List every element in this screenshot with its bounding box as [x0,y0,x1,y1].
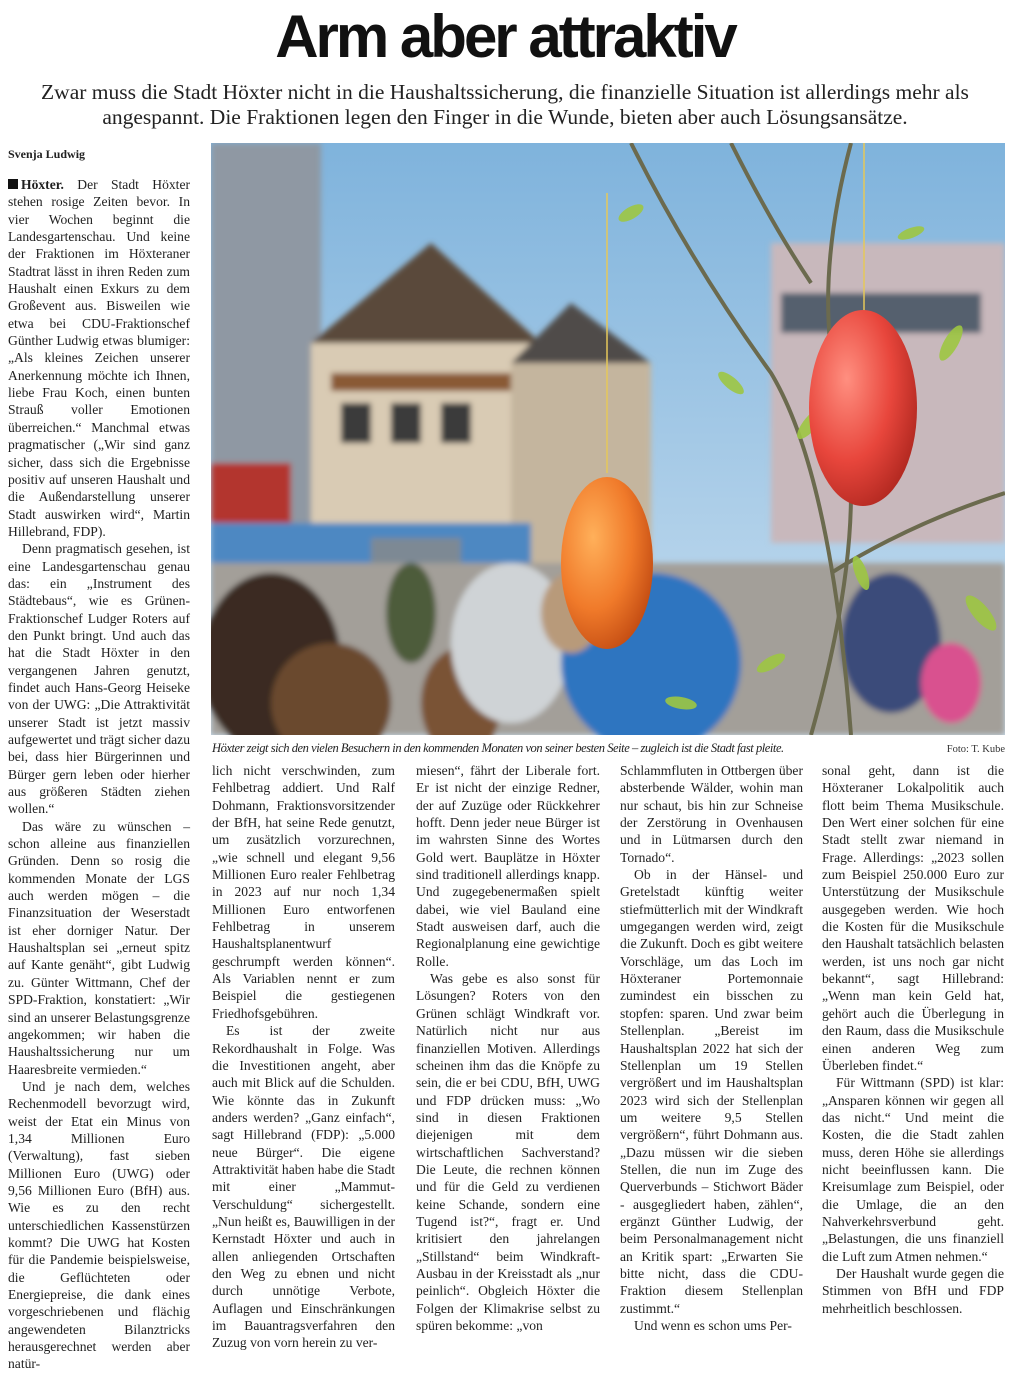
subheadline: Zwar muss die Stadt Höxter nicht in die Haushaltssicherung, die finanzielle Situation ist allerdings mehr als angespannt. Die Fraktionen legen den Finger in die Wunde, bieten aber auch Lösungsansätze. [41,80,969,129]
article-photo [211,143,1005,735]
article-column-3 [416,762,600,1334]
paragraph: Was gebe es also sonst für Lösungen? Roters von den Grünen schlägt Windkraft vor. Natürlich nicht nur aus finanziellen Motiven. Allerdings scheinen ihm das die Knöpfe zu sein, die er bei CDU, BfH, UWG und FDP drücken muss: „Wo sind in diesen Fraktionen diejenigen mit dem wirtschaftlichen Sachverstand? Die Leute, die rechnen können und für die Geld zu verdienen keine Schande, sondern eine Tugend ist?“, fragt er. Und kritisiert den jahrelangen „Stillstand“ beim Windkraft-Ausbau in der Kreisstadt als „nur peinlich“. Obgleich Höxter die Folgen der Klimakrise selbst zu spüren bekomme: „von [416,971,600,1333]
paragraph: Ob in der Hänsel- und Gretelstadt künftig weiter stiefmütterlich mit der Windkraft umgegangen werden wird, zeigt die Zukunft. Doch es gibt weitere Vorschläge, um das Loch im Höxteraner Portemonnaie zumindest ein bisschen zu stopfen: sparen. Und zwar beim Stellenplan. „Bereist im Haushaltsplan 2022 hat sich der Stellenplan um 19 Stellen vergrößert und im Haushaltsplan 2023 wird sich der Stellenplan um weitere 9,5 Stellen vergrößern“, führt Dohmann aus. „Dazu müssen wir die sieben Stellen, die nun im Zuge des Querverbunds – Stichwort Bäder - ausgegliedert haben, zählen“, ergänzt Günther Ludwig, der beim Personalmanagement nicht an Kritik spart: „Erwarten Sie bitte nicht, dass die CDU-Fraktion diesem Stellenplan zustimmt.“ [620,867,803,1316]
article-column-5 [822,762,1004,1317]
paragraph: Der Haushalt wurde gegen die Stimmen von BfH und FDP mehrheitlich beschlossen. [822,1265,1004,1316]
paragraph: Das wäre zu wünschen – schon alleine aus finanziellen Gründen. Denn so rosig die kommenden Monate der LGS auch werden mögen – die Finanzsituation der Weserstadt ist eher dorniger Natur. Der Haushaltsplan sei „erneut spitz auf Kante genäht“, gibt Ludwig zu. Günter Wittmann, Chef der SPD-Fraktion, konstatiert: „Wir sind an unserer Belastungsgrenze angekommen; wir haben die Haushaltssicherung nur um Haaresbreite vermieden.“ [8,818,190,1077]
headline: Arm aber attraktiv [275,3,735,70]
article-column-4 [620,762,803,1334]
dateline: Höxter. [21,177,64,192]
paragraph: Und wenn es schon ums Per- [634,1318,792,1333]
paragraph: lich nicht verschwinden, zum Fehlbetrag addiert. Und Ralf Dohmann, Fraktionsvorsitzender der BfH, hat seine Rede genutzt, um zusätzlich vorzurechnen, „wie schnell und elegant 9,56 Millionen Euro realer Fehlbetrag in 2023 auf nur noch 1,34 Millionen Euro entworfenen Fehlbetrag in unserem Haushaltsplanentwurf geschrumpft werden können“. Als Variablen nennt er zum Beispiel die gestiegenen Friedhofsgebühren. [212,763,395,1021]
paragraph-text: Der Stadt Höxter stehen rosige Zeiten bevor. In vier Wochen beginnt die Landesgartenschau. Und keine der Fraktionen im Höxteraner Stadtrat lässt in ihren Reden zum Haushalt einen Exkurs zu dem Großevent aus. Bisweilen wie etwa bei CDU-Fraktionschef Günther Ludwig etwas blumiger: „Als kleines Zeichen unserer Anerkennung möchte ich Ihnen, liebe Frau Koch, einen bunten Strauß voller Emotionen überreichen.“ Manchmal etwas pragmatischer („Wir sind ganz sicher, dass sich die Ergebnisse positiv auf unseren Haushalt und die Außendarstellung unserer Stadt auswirken wird“, Martin Hillebrand, FDP). [8,177,190,539]
author-byline: Svenja Ludwig [8,147,86,161]
photo-caption-row [212,740,1005,758]
paragraph: Für Wittmann (SPD) ist klar: „Ansparen können wir gegen all das nicht.“ Und meint die Kosten, die die Stadt zahlen muss, deren Höhe sie allerdings nicht beeinflussen kann. Die Kreisumlage zum Beispiel, oder die Umlage, die an den Nahverkehrsverbund geht. „Belastungen, die uns finanziell die Luft zum Atmen nehmen.“ [822,1075,1004,1264]
paragraph: Denn pragmatisch gesehen, ist eine Landesgartenschau genau das: ein „Instrument des Städtebaus“, wie es Grünen-Fraktionschef Ludger Roters auf den Punkt bringt. Und auch das hat die Stadt Höxter in den vergangenen Jahren genutzt, findet auch Hans-Georg Heiseke von der UWG: „Die Attraktivität unserer Stadt ist jetzt massiv aufgewertet und trägt sicher dazu bei, dass hier Bürgerinnen und Bürger gern leben oder hierher aus größeren Städten ziehen wollen.“ [8,541,190,817]
paragraph: miesen“, fährt der Liberale fort. Er ist nicht der einzige Redner, der auf Zuzüge oder Rückkehrer hofft. Denn jeder neue Bürger ist im wahrsten Sinne des Wortes Gold wert. Bauplätze in Höxter sind traditionell allerdings knapp. Und zugegebenermaßen spielt dabei, wie viel Bauland eine Stadt ausweisen darf, auch die Regionalplanung eine gewichtige Rolle. [416,763,600,969]
paragraph: Es ist der zweite Rekordhaushalt in Folge. Was die Investitionen angeht, aber auch mit Blick auf die Schulden. Wie könnte das in Zukunft anders werden? „Ganz einfach“, sagt Hillebrand (FDP): „5.000 neue Bürger“. Die eigene Attraktivität haben habe die Stadt mit einer „Mammut-Verschuldung“ sichergestellt. „Nun heißt es, Bauwilligen in der Kernstadt Höxter und auch in allen anliegenden Ortschaften den Weg zu ebnen und nicht durch unnötige Verbote, Auflagen und Einschränkungen im Bauantragsverfahren den Zuzug von vorn herein zu ver- [212,1023,395,1351]
photo-caption: Höxter zeigt sich den vielen Besuchern in den kommenden Monaten von seiner besten Seite – zugleich ist die Stadt fast pleite. [212,741,784,755]
red-egg [809,310,917,506]
photo-credit: Foto: T. Kube [946,744,1005,755]
article-column-2 [212,762,395,1352]
lead-square-icon [8,179,18,189]
paragraph: Schlammfluten in Ottbergen über absterbende Wälder, wohin man nur schaut, bis hin zur Schneise der Zerstörung in Ovenhausen und in Lütmarsen durch den Tornado“. [620,763,803,865]
orange-egg [561,477,653,649]
easter-eggs-street-photo [211,143,1005,735]
article-column-1 [8,176,190,1373]
paragraph: Und je nach dem, welches Rechenmodell bevorzugt wird, weist der Etat ein Minus von 1,34 Millionen Euro (Verwaltung), fast sieben Millionen Euro (UWG) oder 9,56 Millionen Euro (BfH) aus. Wie es zu den recht unterschiedlichen Kassenstürzen kommt? Die UWG hat Kosten für die Pandemie beispielsweise, die Geflüchteten oder Energiepreise, die dank eines vorgeschriebenen und flächig angewendeten Bilanztricks herausgerechnet werden aber natür- [8,1078,190,1372]
paragraph: sonal geht, dann ist die Höxteraner Lokalpolitik auch flott beim Thema Musikschule. Den Wert einer solchen für eine Stadt stellt zwar niemand in Frage. Allerdings: „2023 sollen zum Beispiel 250.000 Euro zur Unterstützung der Musikschule ausgegeben werden. Wie hoch die Kosten für die Musikschule den Haushalt tatsächlich belasten werden, ist uns noch gar nicht bekannt“, sagt Hillebrand: „Wenn man kein Geld hat, gehört auch die Überlegung in den Raum, dass die Musikschule einen anderen Weg zum Überleben findet.“ [822,763,1004,1073]
paragraph [8,176,190,540]
